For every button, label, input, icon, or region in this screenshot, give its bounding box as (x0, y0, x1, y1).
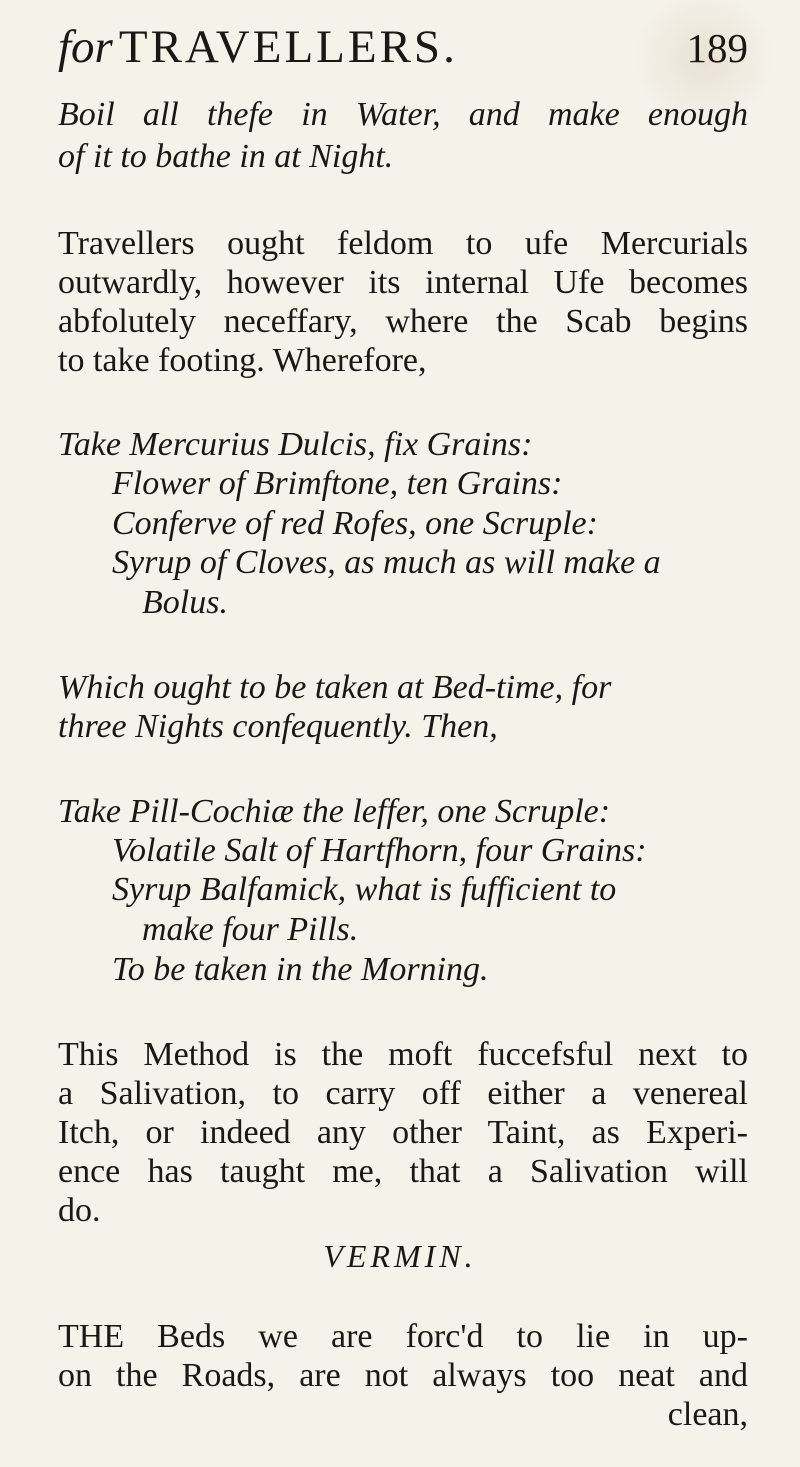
text-line-27: clean, (667, 1396, 748, 1433)
text-line-5: abfolutely neceffary, where the Scab begins (58, 303, 748, 340)
text-line-20: a Salivation, to carry off either a venereal (58, 1075, 748, 1112)
recipe-line-5: Bolus. (142, 584, 228, 621)
page-number: 189 (686, 25, 748, 71)
text-line-1: Boil all thefe in Water, and make enough (58, 96, 748, 133)
text-line-3: Travellers ought feldom to ufe Mercurials (58, 225, 748, 262)
text-line-6: to take footing. Wherefore, (58, 342, 427, 379)
running-head (58, 20, 458, 74)
text-line-13: three Nights confequently. Then, (58, 708, 498, 745)
running-head-for: for (58, 21, 113, 73)
text-line-12: Which ought to be taken at Bed-time, for (58, 669, 612, 706)
text-line-2: of it to bathe in at Night. (58, 138, 394, 175)
recipe-line-2: Flower of Brimftone, ten Grains: (112, 465, 563, 502)
text-line-26: on the Roads, are not always too neat and (58, 1357, 748, 1394)
section-heading-vermin: VERMIN. (323, 1238, 477, 1274)
text-line-4: outwardly, however its internal Ufe becomes (58, 264, 748, 301)
page-header (58, 20, 748, 90)
text-line-21: Itch, or indeed any other Taint, as Experi- (58, 1114, 748, 1151)
recipe-line-6: Take Pill-Cochiæ the leffer, one Scruple: (58, 793, 611, 830)
text-line-22: ence has taught me, that a Salivation will (58, 1153, 748, 1190)
recipe-line-8: Syrup Balfamick, what is fufficient to (112, 871, 617, 908)
recipe-line-7: Volatile Salt of Hartfhorn, four Grains: (112, 832, 647, 869)
text-line-19: This Method is the moft fuccefsful next to (58, 1036, 748, 1073)
recipe-line-10: To be taken in the Morning. (112, 951, 489, 988)
running-head-title: TRAVELLERS. (118, 21, 458, 73)
text-line-25: THE Beds we are forc'd to lie in up- (58, 1318, 748, 1355)
recipe-line-3: Conferve of red Rofes, one Scruple: (112, 505, 598, 542)
recipe-line-4: Syrup of Cloves, as much as will make a (112, 544, 661, 581)
recipe-line-9: make four Pills. (142, 911, 359, 948)
text-line-23: do. (58, 1192, 101, 1229)
recipe-line-1: Take Mercurius Dulcis, fix Grains: (58, 426, 533, 463)
